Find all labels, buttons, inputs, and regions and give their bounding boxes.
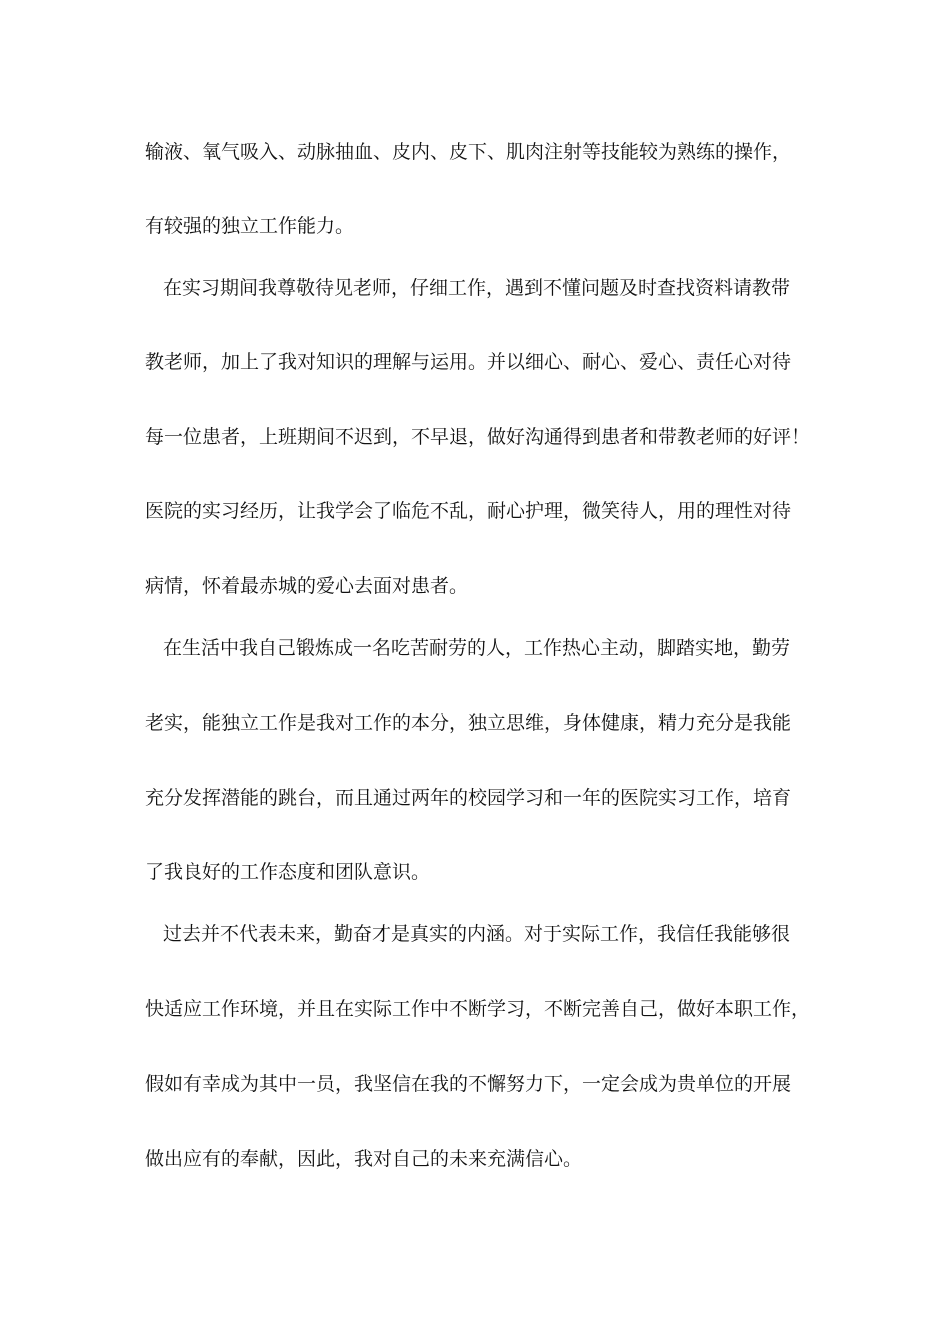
text-line: 医院的实习经历，让我学会了临危不乱，耐心护理，微笑待人，用的理性对待: [145, 500, 792, 522]
text-line: 快适应工作环境，并且在实际工作中不断学习，不断完善自己，做好本职工作，: [145, 998, 811, 1020]
text-line: 老实，能独立工作是我对工作的本分，独立思维，身体健康，精力充分是我能: [145, 712, 792, 734]
paragraph-first-line: 在实习期间我尊敬待见老师，仔细工作，遇到不懂问题及时查找资料请教带: [163, 277, 791, 299]
text-line: 病情，怀着最赤城的爱心去面对患者。: [145, 575, 469, 597]
text-line: 输液、氧气吸入、动脉抽血、皮内、皮下、肌肉注射等技能较为熟练的操作，: [145, 141, 792, 163]
text-line: 做出应有的奉献，因此，我对自己的未来充满信心。: [145, 1148, 583, 1170]
text-line: 充分发挥潜能的跳台，而且通过两年的校园学习和一年的医院实习工作，培育: [145, 787, 792, 809]
text-line: 假如有幸成为其中一员，我坚信在我的不懈努力下，一定会成为贵单位的开展: [145, 1073, 792, 1095]
paragraph-first-line: 在生活中我自己锻炼成一名吃苦耐劳的人，工作热心主动，脚踏实地，勤劳: [163, 637, 791, 659]
paragraph-first-line: 过去并不代表未来，勤奋才是真实的内涵。对于实际工作，我信任我能够很: [163, 923, 791, 945]
text-line: 了我良好的工作态度和团队意识。: [145, 861, 431, 883]
text-line: 每一位患者，上班期间不迟到，不早退，做好沟通得到患者和带教老师的好评！: [145, 426, 811, 448]
text-line: 教老师，加上了我对知识的理解与运用。并以细心、耐心、爱心、责任心对待: [145, 351, 792, 373]
text-line: 有较强的独立工作能力。: [145, 215, 355, 237]
